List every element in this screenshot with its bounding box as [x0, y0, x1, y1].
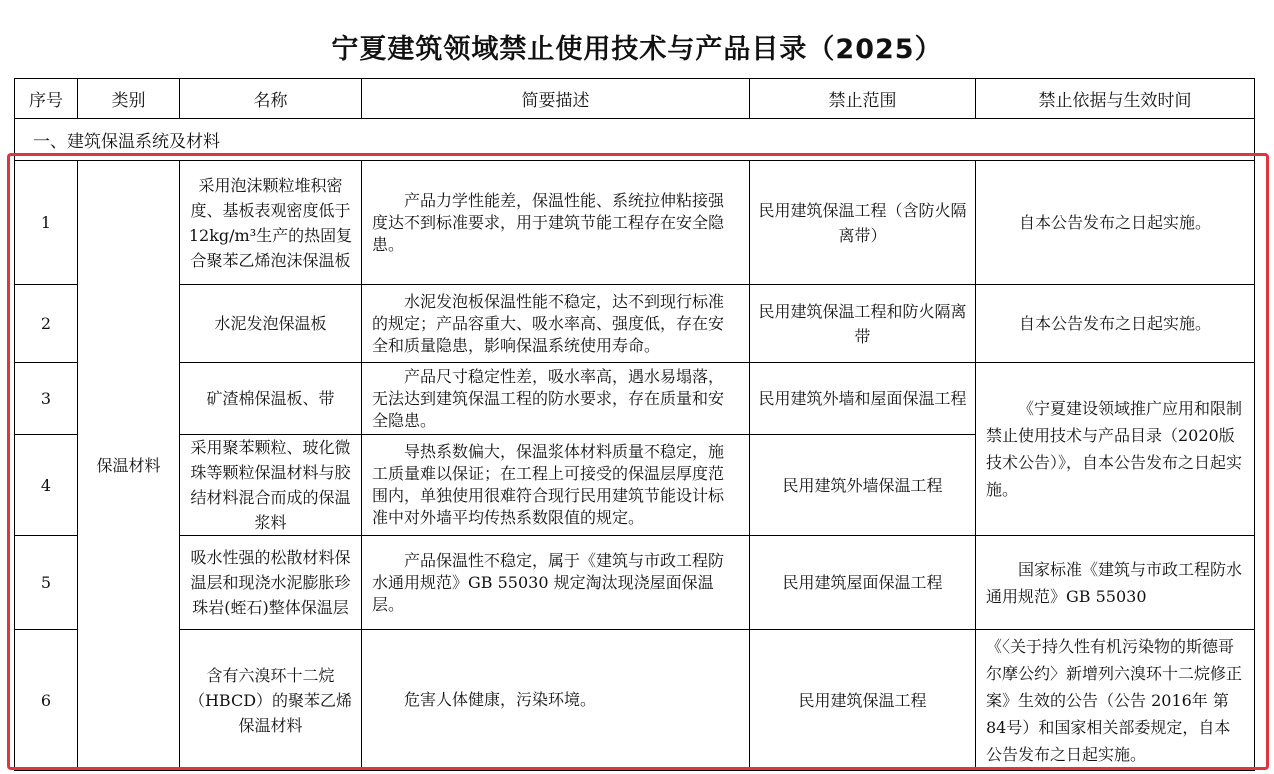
page-title: 宁夏建筑领域禁止使用技术与产品目录（2025） [331, 34, 943, 65]
item-scope: 民用建筑外墙和屋面保温工程 [750, 363, 976, 435]
item-basis: 《〈关于持久性有机污染物的斯德哥尔摩公约〉新增列六溴环十二烷修正案》生效的公告（公告 2016年 第84号）和国家相关部委规定，自本公告发布之日起实施。 [976, 630, 1255, 771]
item-basis: 自本公告发布之日起实施。 [976, 161, 1255, 285]
item-scope: 民用建筑屋面保温工程 [750, 536, 976, 630]
item-name: 吸水性强的松散材料保温层和现浇水泥膨胀珍珠岩(蛭石)整体保温层 [180, 536, 362, 630]
table-row [15, 536, 1255, 630]
category-cell: 保温材料 [78, 161, 180, 771]
table-row [15, 363, 1255, 435]
item-scope: 民用建筑外墙保温工程 [750, 435, 976, 536]
section-title: 一、建筑保温系统及材料 [15, 119, 1255, 161]
item-scope: 民用建筑保温工程（含防火隔离带） [750, 161, 976, 285]
item-description: 危害人体健康，污染环境。 [362, 630, 750, 771]
section-row [15, 119, 1255, 161]
table-row [15, 285, 1255, 363]
catalog-table [14, 78, 1255, 771]
item-name: 水泥发泡保温板 [180, 285, 362, 363]
item-basis: 自本公告发布之日起实施。 [976, 285, 1255, 363]
header-scope: 禁止范围 [750, 79, 976, 119]
item-description: 产品保温性不稳定，属于《建筑与市政工程防水通用规范》GB 55030 规定淘汰现浇屋面保温层。 [362, 536, 750, 630]
item-name: 采用泡沫颗粒堆积密度、基板表观密度低于12kg/m³生产的热固复合聚苯乙烯泡沫保温板 [180, 161, 362, 285]
header-basis: 禁止依据与生效时间 [976, 79, 1255, 119]
row-number: 5 [15, 536, 78, 630]
item-basis: 《宁夏建设领域推广应用和限制禁止使用技术与产品目录（2020版技术公告）》，自本公告发布之日起实施。 [976, 363, 1255, 536]
header-category: 类别 [78, 79, 180, 119]
item-description: 水泥发泡板保温性能不稳定，达不到现行标准的规定；产品容重大、吸水率高、强度低，存在安全和质量隐患，影响保温系统使用寿命。 [362, 285, 750, 363]
item-name: 含有六溴环十二烷（HBCD）的聚苯乙烯保温材料 [180, 630, 362, 771]
item-name: 采用聚苯颗粒、玻化微珠等颗粒保温材料与胶结材料混合而成的保温浆料 [180, 435, 362, 536]
row-number: 3 [15, 363, 78, 435]
item-scope: 民用建筑保温工程和防火隔离带 [750, 285, 976, 363]
row-number: 6 [15, 630, 78, 771]
table-row [15, 630, 1255, 771]
item-basis: 国家标准《建筑与市政工程防水通用规范》GB 55030 [976, 536, 1255, 630]
header-name: 名称 [180, 79, 362, 119]
header-description: 简要描述 [362, 79, 750, 119]
row-number: 4 [15, 435, 78, 536]
item-description: 产品尺寸稳定性差，吸水率高，遇水易塌落，无法达到建筑保温工程的防水要求，存在质量和安全隐患。 [362, 363, 750, 435]
header-row [15, 79, 1255, 119]
item-description: 导热系数偏大，保温浆体材料质量不稳定，施工质量难以保证；在工程上可接受的保温层厚度范围内，单独使用很难符合现行民用建筑节能设计标准中对外墙平均传热系数限值的规定。 [362, 435, 750, 536]
item-description: 产品力学性能差，保温性能、系统拉伸粘接强度达不到标准要求，用于建筑节能工程存在安全隐患。 [362, 161, 750, 285]
item-name: 矿渣棉保温板、带 [180, 363, 362, 435]
row-number: 2 [15, 285, 78, 363]
table-row [15, 161, 1255, 285]
row-number: 1 [15, 161, 78, 285]
header-no: 序号 [15, 79, 78, 119]
item-scope: 民用建筑保温工程 [750, 630, 976, 771]
